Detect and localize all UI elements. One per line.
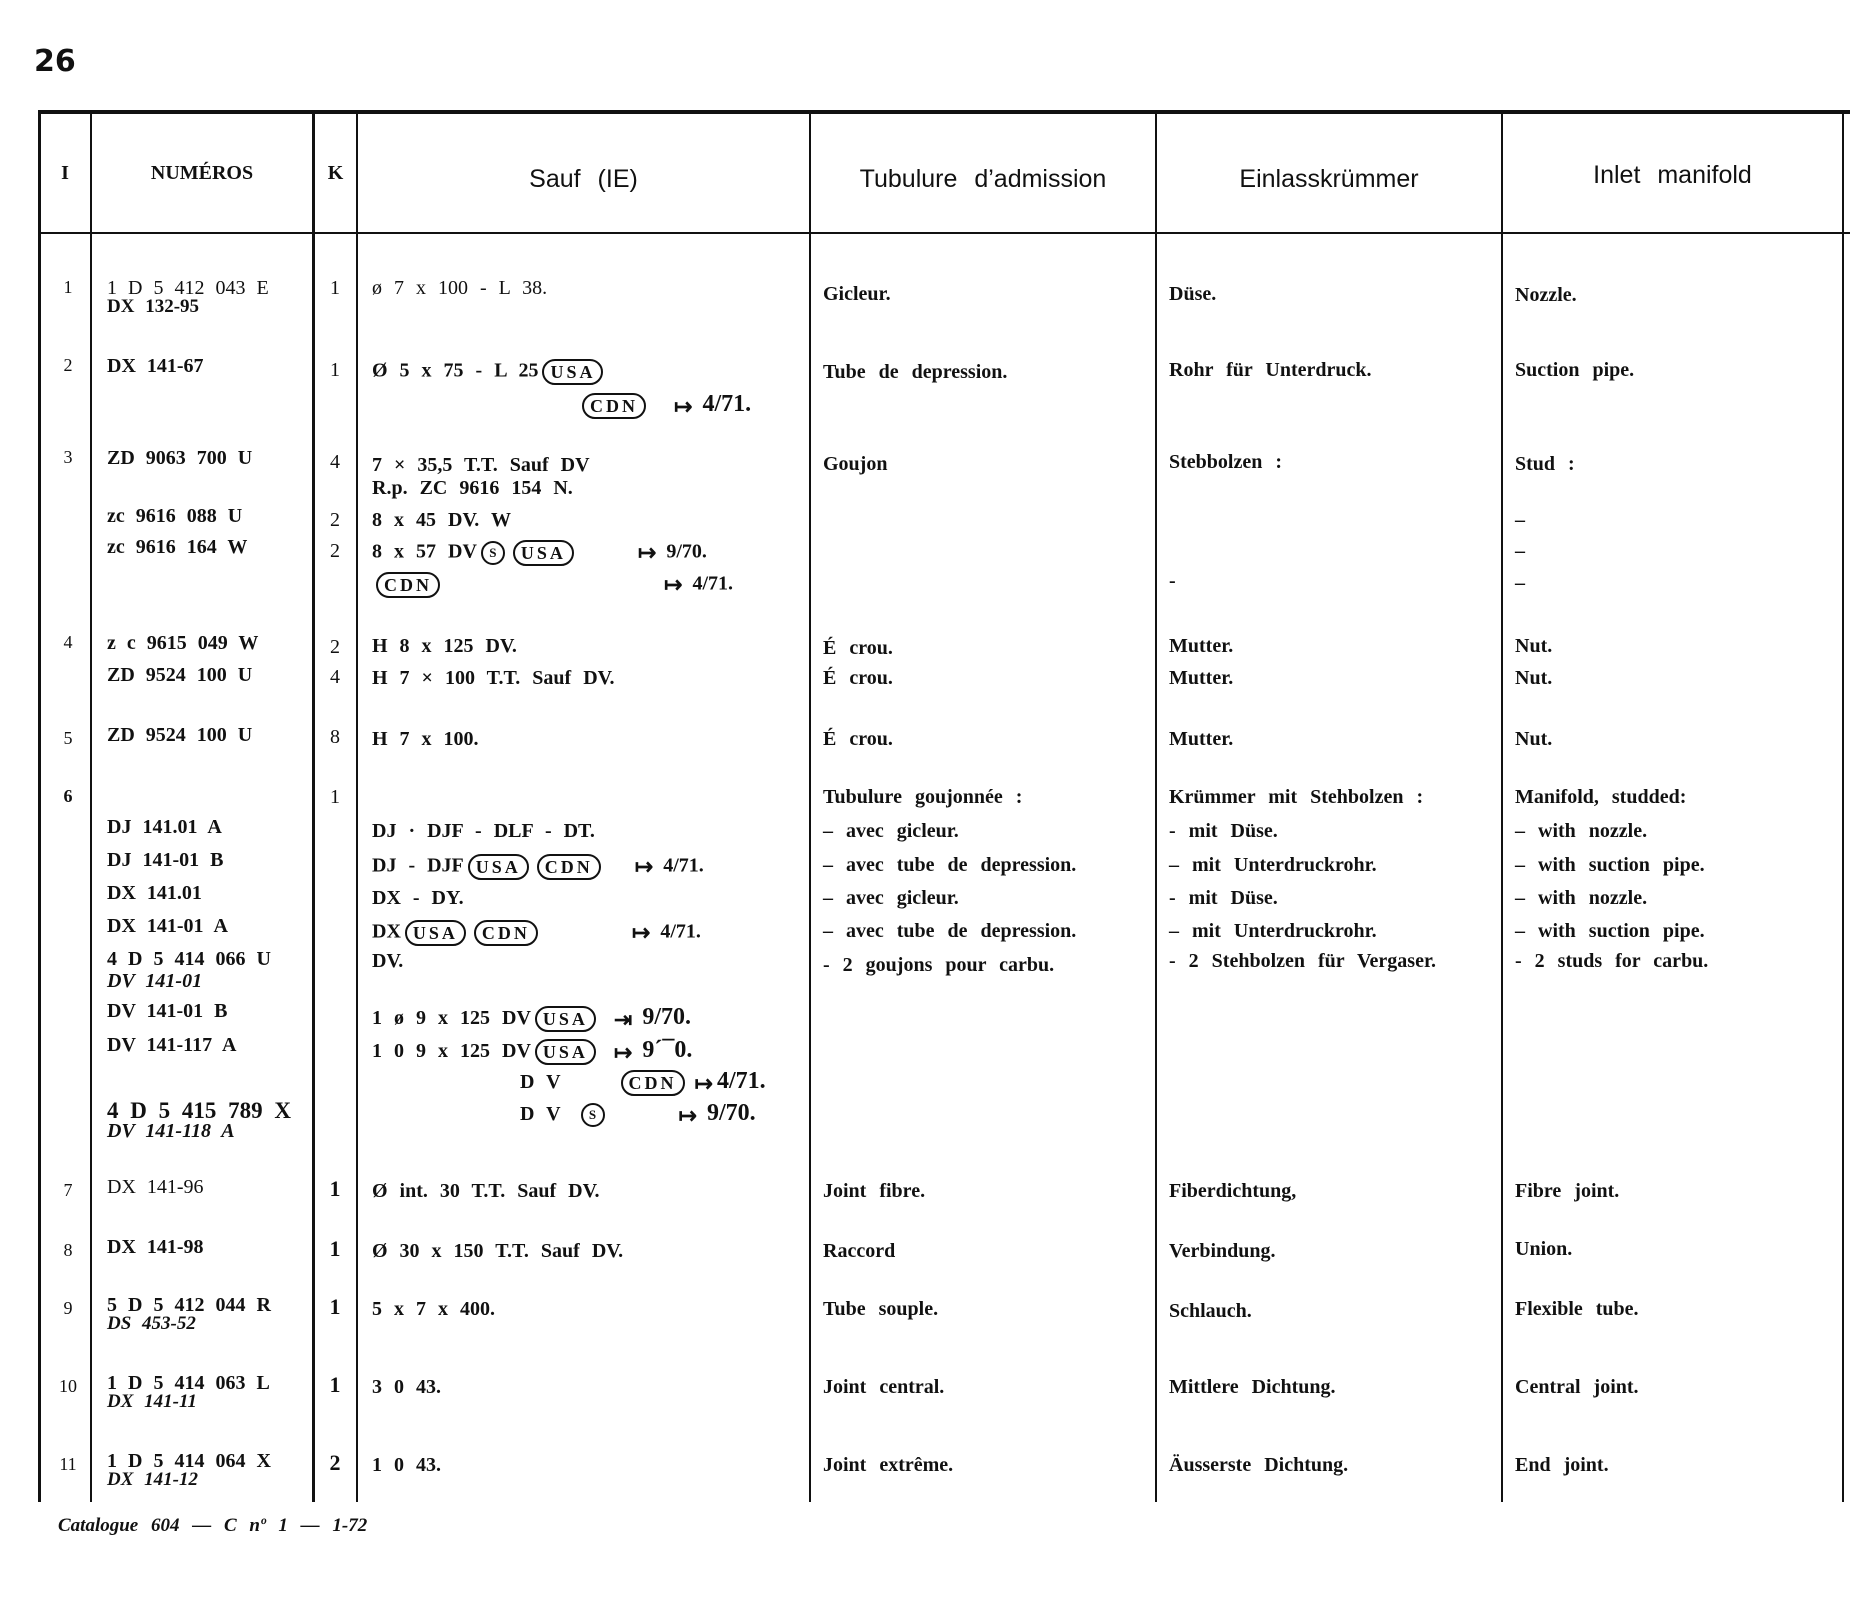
desc-de: - mit Düse. xyxy=(1169,820,1278,842)
part-number: 1 D 5 414 064 X DX 141-12 xyxy=(107,1450,271,1490)
desc-en: – with nozzle. xyxy=(1515,820,1648,842)
desc-fr: Raccord xyxy=(823,1240,896,1262)
row-index: 3 xyxy=(63,447,73,467)
desc-en: – with nozzle. xyxy=(1515,887,1648,909)
spec: DJ · DJF - DLF - DT. xyxy=(372,820,595,842)
desc-de: Verbindung. xyxy=(1169,1240,1276,1262)
date: 9´¯0. xyxy=(642,1037,693,1063)
arrow-icon: ↦ xyxy=(674,393,693,419)
spec: DX - DY. xyxy=(372,887,464,909)
row-index: 9 xyxy=(63,1298,73,1318)
spec: Ø 5 x 75 - L 25 USA xyxy=(372,359,607,385)
desc-fr: Tube de depression. xyxy=(823,361,1008,383)
desc-en: – xyxy=(1515,572,1525,594)
cdn-badge: CDN xyxy=(582,393,646,419)
desc-en: Suction pipe. xyxy=(1515,359,1635,381)
desc-fr: – avec gicleur. xyxy=(823,887,959,909)
spec: D V S ↦ 9/70. xyxy=(520,1100,756,1128)
desc-en: Fibre joint. xyxy=(1515,1180,1620,1202)
row-index: 1 xyxy=(63,277,73,297)
spec: ø 7 x 100 - L 38. xyxy=(372,277,548,299)
col-rule-5 xyxy=(1155,110,1157,1502)
header-col-en: Inlet manifold xyxy=(1593,160,1752,189)
desc-de: Rohr für Unterdruck. xyxy=(1169,359,1372,381)
part-number-sub: DV 141-01 xyxy=(107,970,203,992)
desc-fr: – avec tube de depression. xyxy=(823,920,1077,942)
part-number: 1 D 5 412 043 E DX 132-95 xyxy=(107,277,269,317)
cdn-badge: CDN xyxy=(621,1070,685,1096)
spec: 3 0 43. xyxy=(372,1376,441,1398)
row-index: 6 xyxy=(63,786,73,806)
arrow-icon: ↦ xyxy=(631,920,651,946)
desc-fr: Joint central. xyxy=(823,1376,945,1398)
part-number: ZD 9524 100 U xyxy=(107,724,253,746)
usa-badge: USA xyxy=(535,1039,596,1065)
spec-cont xyxy=(578,391,751,419)
desc-en: Manifold, studded: xyxy=(1515,786,1687,808)
desc-fr: Goujon xyxy=(823,453,888,475)
desc-en: Nozzle. xyxy=(1515,284,1577,306)
col-rule-4 xyxy=(809,110,811,1502)
quantity: 1 xyxy=(329,1372,341,1397)
usa-badge: USA xyxy=(405,920,466,946)
quantity: 1 xyxy=(330,786,340,808)
spec: 1 0 9 x 125 DV USA ↦ 9´¯0. xyxy=(372,1037,693,1065)
header-col-k: K xyxy=(327,161,344,184)
desc-de: Düse. xyxy=(1169,283,1217,305)
desc-de: Krümmer mit Stehbolzen : xyxy=(1169,786,1424,808)
desc-en: End joint. xyxy=(1515,1454,1609,1476)
row-index: 2 xyxy=(63,355,73,375)
desc-en: Nut. xyxy=(1515,667,1553,689)
quantity: 4 xyxy=(330,451,340,473)
quantity: 1 xyxy=(330,277,340,299)
s-badge: S xyxy=(481,541,505,565)
desc-de: Mutter. xyxy=(1169,635,1234,657)
spec: Ø int. 30 T.T. Sauf DV. xyxy=(372,1180,600,1202)
cdn-badge: CDN xyxy=(474,920,538,946)
header-col-fr: Tubulure d’admission xyxy=(859,164,1107,193)
spec: Ø 30 x 150 T.T. Sauf DV. xyxy=(372,1240,624,1262)
part-number: DX 141.01 xyxy=(107,882,202,904)
arrow-icon: ↦ xyxy=(613,1039,633,1065)
part-number: DX 141-96 xyxy=(107,1176,204,1198)
part-number: 4 D 5 415 789 X xyxy=(107,1098,291,1123)
part-number: 1 D 5 414 063 L DX 141-11 xyxy=(107,1372,270,1412)
arrow-icon: ↦ xyxy=(664,572,683,598)
cdn-badge: CDN xyxy=(376,572,440,598)
date: 4/71. xyxy=(702,391,752,417)
part-number: DX 141-98 xyxy=(107,1236,204,1258)
spec: DX USA CDN ↦ 4/71. xyxy=(372,920,701,946)
desc-en: Stud : xyxy=(1515,453,1575,475)
arrow-icon: ↦ xyxy=(694,1070,713,1096)
desc-fr: Joint extrême. xyxy=(823,1454,954,1476)
quantity: 2 xyxy=(330,636,340,658)
col-rule-6 xyxy=(1501,110,1503,1502)
spec: 7 × 35,5 T.T. Sauf DV R.p. ZC 9616 154 N. xyxy=(372,454,590,499)
desc-en: – with suction pipe. xyxy=(1515,920,1705,942)
row-index: 5 xyxy=(63,728,73,748)
desc-fr: Tube souple. xyxy=(823,1298,939,1320)
part-number: ZD 9524 100 U xyxy=(107,664,253,686)
part-number-sub: DX 141-11 xyxy=(107,1391,197,1412)
quantity: 2 xyxy=(330,509,340,531)
date: 4/71. xyxy=(692,572,733,595)
date: 9/70. xyxy=(706,1100,756,1126)
desc-en: – xyxy=(1515,509,1525,531)
part-number: z c 9615 049 W xyxy=(107,632,259,654)
desc-de: Äusserste Dichtung. xyxy=(1169,1454,1349,1476)
row-index: 8 xyxy=(63,1240,73,1260)
arrow-icon: ↦ xyxy=(678,1102,697,1128)
part-number: DX 141-01 A xyxy=(107,915,228,937)
date: 4/71. xyxy=(660,920,701,943)
spec: 1 0 43. xyxy=(372,1454,441,1476)
row-index: 7 xyxy=(63,1180,73,1200)
desc-en: Nut. xyxy=(1515,728,1553,750)
desc-en: Nut. xyxy=(1515,635,1553,657)
desc-de: Schlauch. xyxy=(1169,1300,1252,1322)
spec: D V CDN ↦ 4/71. xyxy=(520,1068,766,1096)
part-number: ZD 9063 700 U xyxy=(107,447,253,469)
usa-badge: USA xyxy=(468,854,529,880)
quantity: 4 xyxy=(330,666,340,688)
header-col-de: Einlasskrümmer xyxy=(1239,164,1419,193)
desc-de: Fiberdichtung, xyxy=(1169,1180,1297,1202)
spec-sub: R.p. ZC 9616 154 N. xyxy=(372,477,573,499)
spec: DV. xyxy=(372,950,404,972)
spec: H 7 x 100. xyxy=(372,728,479,750)
desc-fr: - 2 goujons pour carbu. xyxy=(823,954,1055,976)
usa-badge: USA xyxy=(513,540,574,566)
part-number: DX 141-67 xyxy=(107,355,204,377)
part-number: 5 D 5 412 044 R DS 453-52 xyxy=(107,1294,271,1334)
spec-cont xyxy=(372,572,733,598)
desc-fr: É crou. xyxy=(823,637,893,659)
desc-de: – mit Unterdruckrohr. xyxy=(1169,854,1377,876)
quantity: 8 xyxy=(330,726,340,748)
part-number: zc 9616 088 U xyxy=(107,505,243,527)
part-number: DJ 141-01 B xyxy=(107,849,224,871)
desc-en: Central joint. xyxy=(1515,1376,1639,1398)
spec: H 7 × 100 T.T. Sauf DV. xyxy=(372,667,615,689)
spec: H 8 x 125 DV. xyxy=(372,635,517,657)
desc-de: Mutter. xyxy=(1169,728,1234,750)
header-col-numeros: NUMÉROS xyxy=(150,161,254,184)
part-number: DJ 141.01 A xyxy=(107,816,222,838)
desc-en: Flexible tube. xyxy=(1515,1298,1639,1320)
header-col-i: I xyxy=(61,161,69,184)
desc-fr: É crou. xyxy=(823,667,893,689)
row-index: 10 xyxy=(59,1376,77,1396)
row-index: 11 xyxy=(59,1454,77,1474)
quantity: 2 xyxy=(330,540,340,562)
desc-fr: Joint fibre. xyxy=(823,1180,926,1202)
desc-fr: É crou. xyxy=(823,728,893,750)
desc-de: – mit Unterdruckrohr. xyxy=(1169,920,1377,942)
part-number: zc 9616 164 W xyxy=(107,536,248,558)
part-number: 4 D 5 414 066 U xyxy=(107,948,271,970)
desc-en: - 2 studs for carbu. xyxy=(1515,950,1709,972)
desc-fr: Tubulure goujonnée : xyxy=(823,786,1023,808)
desc-en: – with suction pipe. xyxy=(1515,854,1705,876)
spec: DJ - DJF USA CDN ↦ 4/71. xyxy=(372,854,704,880)
spec: 8 x 45 DV. W xyxy=(372,509,511,531)
part-number-sub: DS 453-52 xyxy=(107,1313,196,1334)
header-col-sauf: Sauf (IE) xyxy=(529,164,638,193)
quantity: 1 xyxy=(329,1236,341,1261)
arrow-icon: ⇥ xyxy=(613,1006,633,1032)
date: 4/71. xyxy=(716,1068,766,1094)
page-number: 26 xyxy=(34,44,76,79)
date: 9/70. xyxy=(666,540,707,563)
part-number-sub: DX 132-95 xyxy=(107,296,200,317)
desc-de: Mutter. xyxy=(1169,667,1234,689)
quantity: 1 xyxy=(330,359,340,381)
quantity: 1 xyxy=(329,1176,341,1201)
arrow-icon: ↦ xyxy=(637,540,657,566)
col-rule-7 xyxy=(1842,110,1844,1502)
desc-de: - mit Düse. xyxy=(1169,887,1278,909)
desc-en: – xyxy=(1515,540,1525,562)
part-number-sub: DV 141-118 A xyxy=(107,1120,235,1142)
date: 9/70. xyxy=(642,1004,692,1030)
spec: 5 x 7 x 400. xyxy=(372,1298,495,1320)
arrow-icon: ↦ xyxy=(634,854,654,880)
cdn-badge: CDN xyxy=(537,854,601,880)
desc-de: Stebbolzen : xyxy=(1169,451,1282,473)
quantity: 1 xyxy=(329,1294,341,1319)
part-number: DV 141-117 A xyxy=(107,1034,237,1056)
quantity: 2 xyxy=(329,1450,341,1475)
footer-catalogue-ref: Catalogue 604 — C nº 1 — 1-72 xyxy=(58,1515,368,1536)
desc-fr: Gicleur. xyxy=(823,283,891,305)
date: 4/71. xyxy=(663,854,704,877)
row-index: 4 xyxy=(63,632,73,652)
part-number-sub: DX 141-12 xyxy=(107,1469,198,1490)
part-number: DV 141-01 B xyxy=(107,1000,228,1022)
s-badge: S xyxy=(581,1103,605,1127)
desc-fr: – avec gicleur. xyxy=(823,820,959,842)
usa-badge: USA xyxy=(542,359,603,385)
desc-de: Mittlere Dichtung. xyxy=(1169,1376,1336,1398)
desc-de: - xyxy=(1169,570,1176,592)
desc-en: Union. xyxy=(1515,1238,1573,1260)
desc-fr: – avec tube de depression. xyxy=(823,854,1077,876)
spec: 8 x 57 DV S USA ↦ 9/70. xyxy=(372,540,707,566)
usa-badge: USA xyxy=(535,1006,596,1032)
spec: 1 ø 9 x 125 DV USA ⇥ 9/70. xyxy=(372,1004,692,1032)
desc-de: - 2 Stehbolzen für Vergaser. xyxy=(1169,950,1436,972)
